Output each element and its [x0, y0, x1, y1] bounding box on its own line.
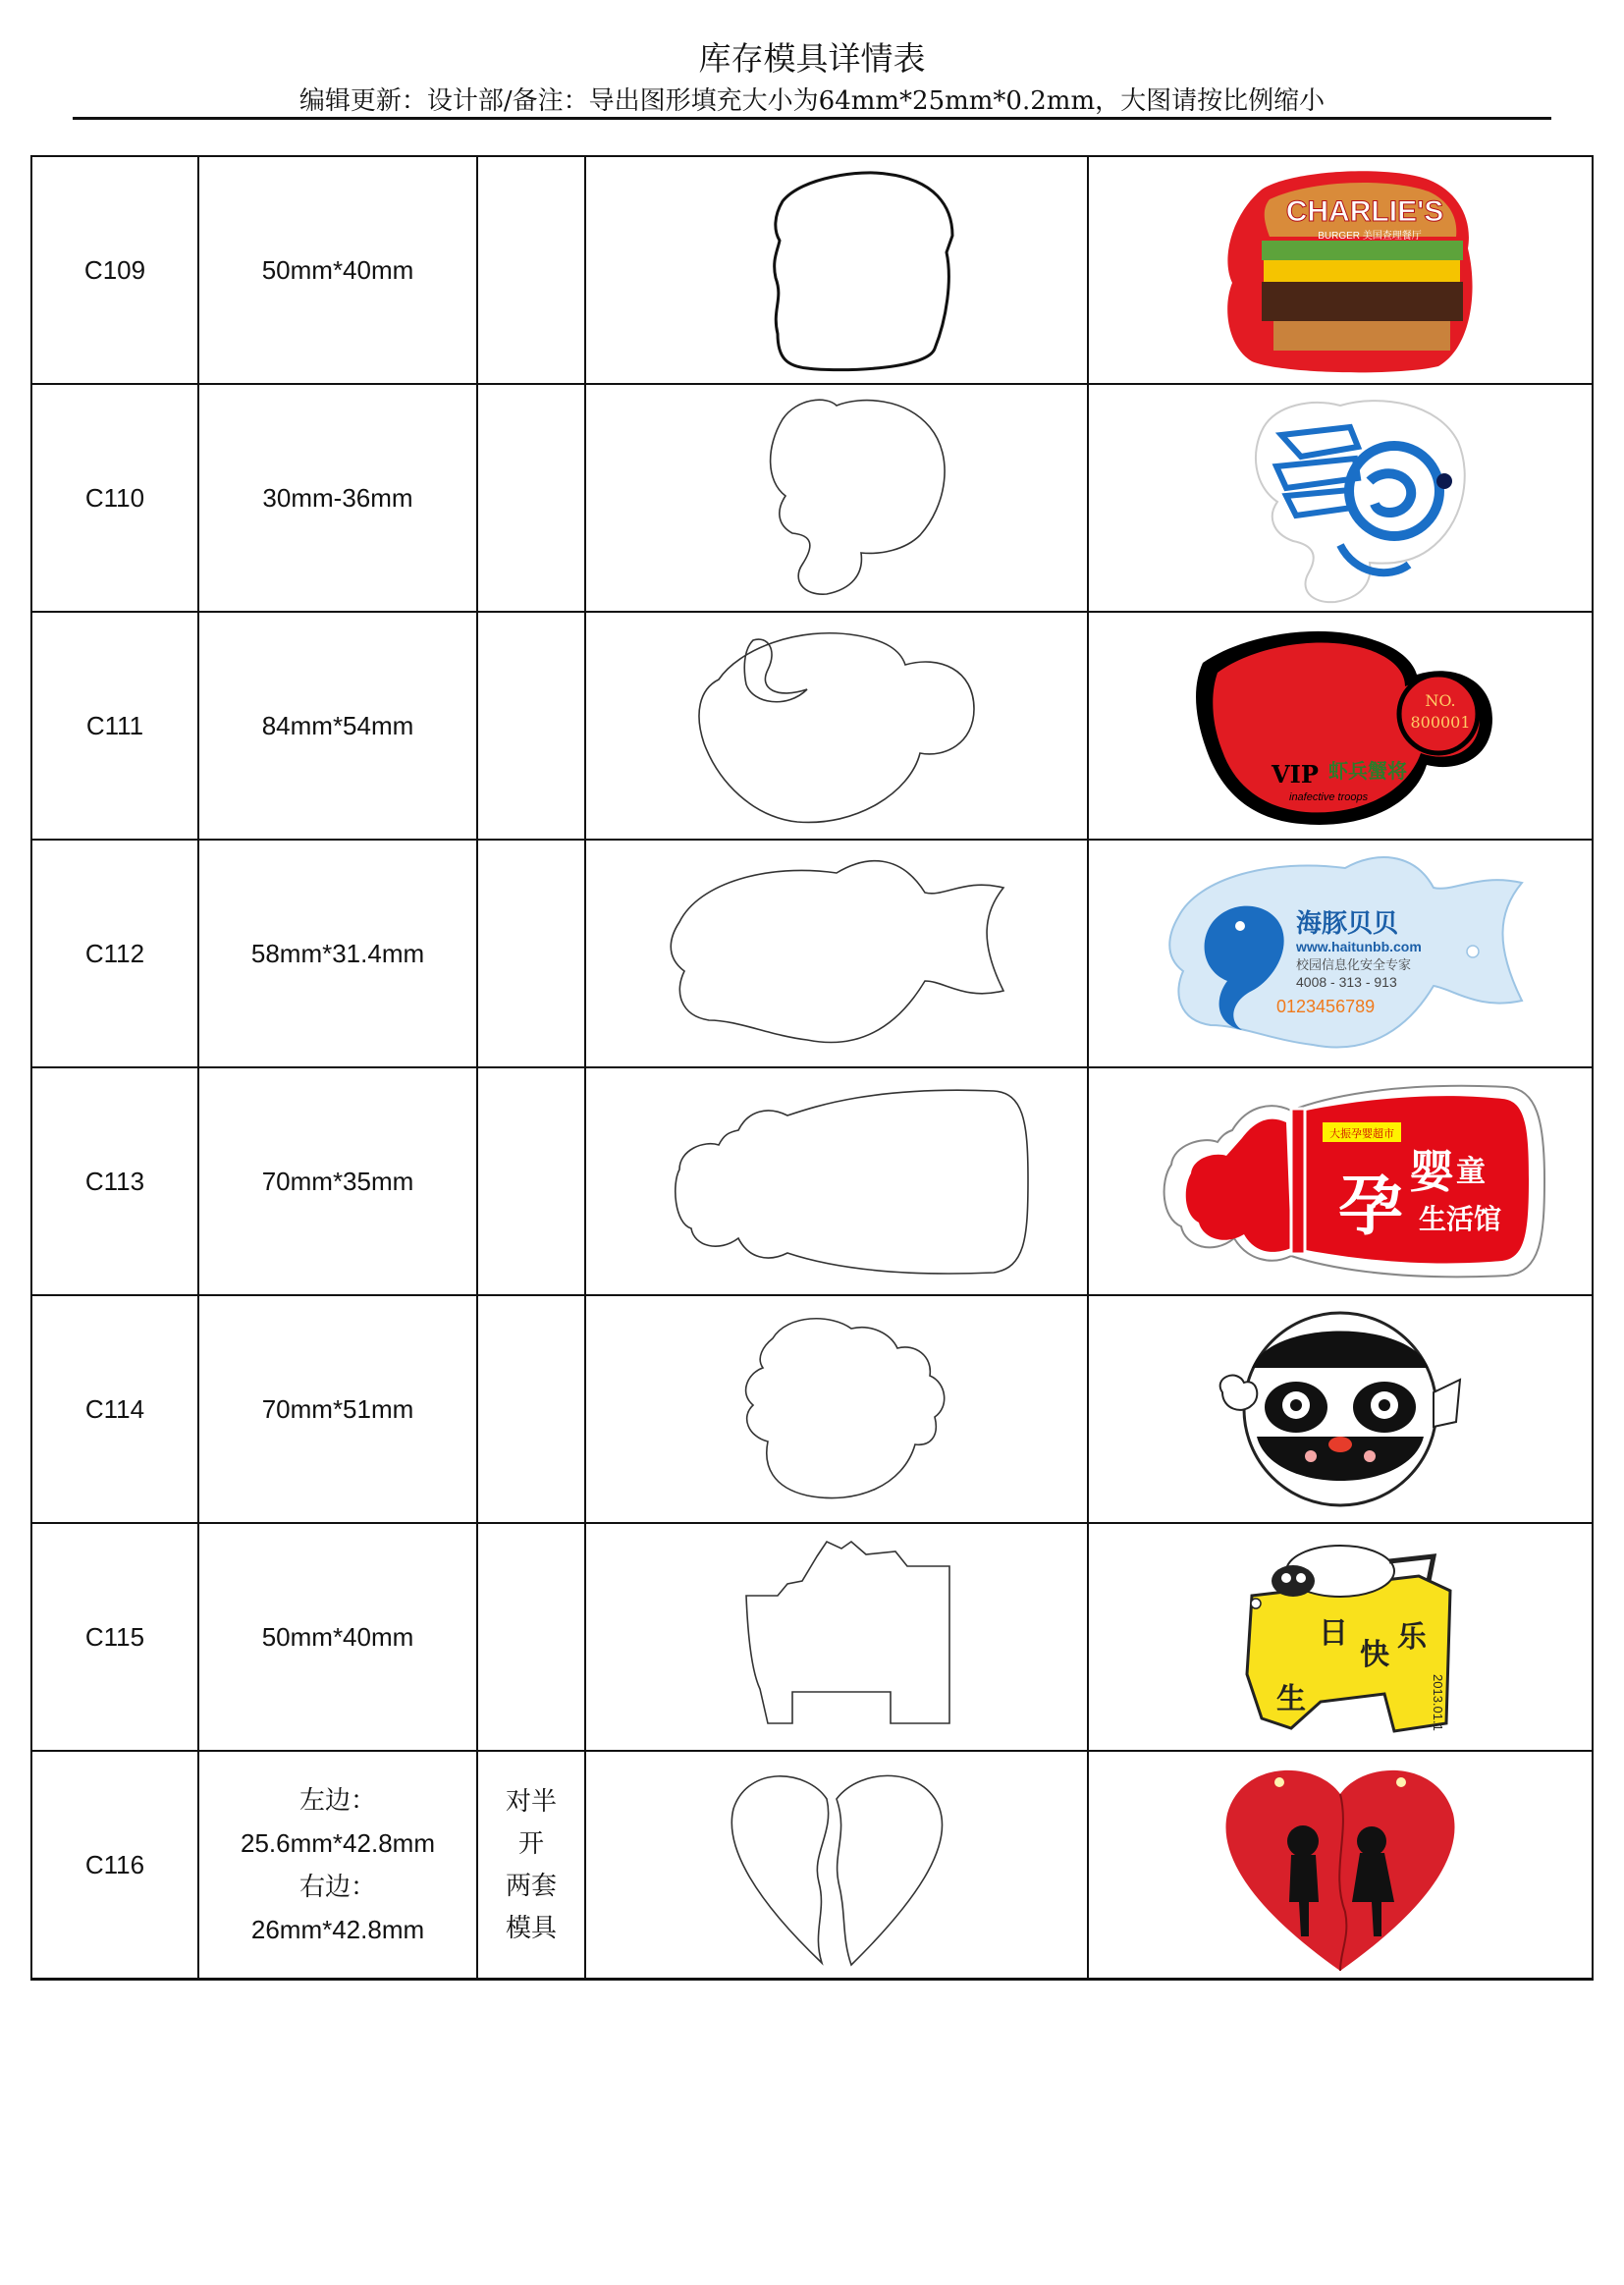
heart-die-outline — [689, 1755, 984, 1975]
burger-brand-text: CHARLIE'S — [1285, 195, 1444, 228]
vip-fish-tag-image — [1164, 616, 1517, 836]
table-row — [31, 1751, 1593, 1980]
mold-size: 84mm*54mm — [198, 612, 477, 840]
mold-note — [477, 1067, 585, 1295]
vip-number: 800001 — [1410, 713, 1471, 732]
mold-code: C116 — [31, 1751, 198, 1980]
mold-note — [477, 840, 585, 1067]
product-image-cell — [1088, 1067, 1593, 1295]
birthday-char-4: 乐 — [1397, 1621, 1427, 1654]
dolphin-number-text: 0123456789 — [1276, 997, 1376, 1016]
table-row — [31, 1523, 1593, 1751]
die-outline-cell — [585, 1067, 1088, 1295]
size-line: 左边： — [298, 1785, 376, 1815]
mold-size: 58mm*31.4mm — [198, 840, 477, 1067]
vip-cn-text: 虾兵蟹将 — [1328, 761, 1407, 783]
mold-size: 30mm-36mm — [198, 384, 477, 612]
size-line: 25.6mm*42.8mm — [241, 1828, 435, 1858]
dolphin-url-text: www.haitunbb.com — [1296, 939, 1422, 954]
table-row — [31, 156, 1593, 384]
birthday-char-3: 快 — [1360, 1639, 1389, 1671]
mold-size: 70mm*51mm — [198, 1295, 477, 1523]
mold-code: C112 — [31, 840, 198, 1067]
hand-tag-image — [1193, 388, 1488, 608]
table-row — [31, 1067, 1593, 1295]
mold-note — [477, 1295, 585, 1523]
die-outline-cell — [585, 1751, 1088, 1980]
product-image-cell — [1088, 156, 1593, 384]
product-image-cell — [1088, 1295, 1593, 1523]
bottle-tag-image — [1124, 1071, 1556, 1291]
table-row — [31, 384, 1593, 612]
note-line: 开 — [517, 1828, 544, 1858]
bottle-char-3: 童 — [1456, 1156, 1486, 1188]
bottle-char-1: 孕 — [1338, 1170, 1403, 1242]
mold-note — [477, 156, 585, 384]
die-outline-cell — [585, 840, 1088, 1067]
birthday-char-2: 日 — [1319, 1617, 1348, 1650]
table-row — [31, 840, 1593, 1067]
burger-sub-text: BURGER 美国查理餐厅 — [1318, 231, 1422, 242]
birthday-date: 2013.01.1 — [1431, 1674, 1445, 1731]
dolphin-die-outline — [630, 843, 1043, 1063]
product-image-cell — [1088, 1751, 1593, 1980]
product-image-cell — [1088, 1523, 1593, 1751]
hand-die-outline — [689, 388, 984, 608]
mold-size — [198, 1751, 477, 1980]
fish-die-outline — [660, 616, 1013, 836]
sheep-die-outline — [679, 1527, 994, 1747]
die-outline-cell — [585, 612, 1088, 840]
vip-label: VIP — [1272, 760, 1319, 789]
mold-code: C114 — [31, 1295, 198, 1523]
burger-die-outline — [689, 162, 984, 378]
mold-code: C115 — [31, 1523, 198, 1751]
bottle-store-tag: 大振孕婴超市 — [1329, 1128, 1394, 1140]
note-line: 对半 — [505, 1786, 557, 1816]
product-image-cell — [1088, 612, 1593, 840]
heart-tag-image — [1193, 1755, 1488, 1975]
mold-note — [477, 1523, 585, 1751]
product-image-cell — [1088, 384, 1593, 612]
mold-size: 50mm*40mm — [198, 1523, 477, 1751]
panda-tag-image — [1183, 1299, 1497, 1519]
mold-note — [477, 612, 585, 840]
page-title: 库存模具详情表 — [698, 39, 926, 78]
product-image-cell — [1088, 840, 1593, 1067]
mold-note — [477, 384, 585, 612]
mold-code: C111 — [31, 612, 198, 840]
page-subtitle: 编辑更新：设计部/备注：导出图形填充大小为64mm*25mm*0.2mm，大图请按比例缩小 — [298, 86, 1326, 116]
table-row — [31, 1295, 1593, 1523]
note-line: 模具 — [505, 1913, 557, 1942]
mold-size: 50mm*40mm — [198, 156, 477, 384]
mold-table — [30, 155, 1594, 1981]
birthday-tag-image — [1183, 1527, 1497, 1747]
die-outline-cell — [585, 1523, 1088, 1751]
dolphin-desc-text: 校园信息化安全专家 — [1296, 957, 1412, 972]
mold-code: C113 — [31, 1067, 198, 1295]
birthday-char-1: 生 — [1276, 1683, 1306, 1715]
panda-die-outline — [679, 1299, 994, 1519]
die-outline-cell — [585, 384, 1088, 612]
vip-no-label: NO. — [1425, 691, 1456, 710]
size-line: 右边： — [298, 1872, 376, 1901]
mold-size: 70mm*35mm — [198, 1067, 477, 1295]
dolphin-phone-text: 4008 - 313 - 913 — [1296, 974, 1397, 990]
table-row — [31, 612, 1593, 840]
note-line: 两套 — [505, 1871, 557, 1900]
bottle-char-4: 生活馆 — [1419, 1204, 1502, 1234]
mold-note — [477, 1751, 585, 1980]
burger-tag-image — [1193, 160, 1488, 380]
mold-code: C109 — [31, 156, 198, 384]
dolphin-tag-image — [1134, 843, 1546, 1063]
bottle-die-outline — [621, 1071, 1053, 1291]
dolphin-brand-text: 海豚贝贝 — [1296, 908, 1399, 938]
mold-code: C110 — [31, 384, 198, 612]
die-outline-cell — [585, 1295, 1088, 1523]
bottle-char-2: 婴 — [1409, 1146, 1454, 1197]
size-line: 26mm*42.8mm — [250, 1915, 425, 1944]
vip-en-text: inafective troops — [1289, 791, 1369, 803]
die-outline-cell — [585, 156, 1088, 384]
header-rule — [73, 117, 1551, 120]
